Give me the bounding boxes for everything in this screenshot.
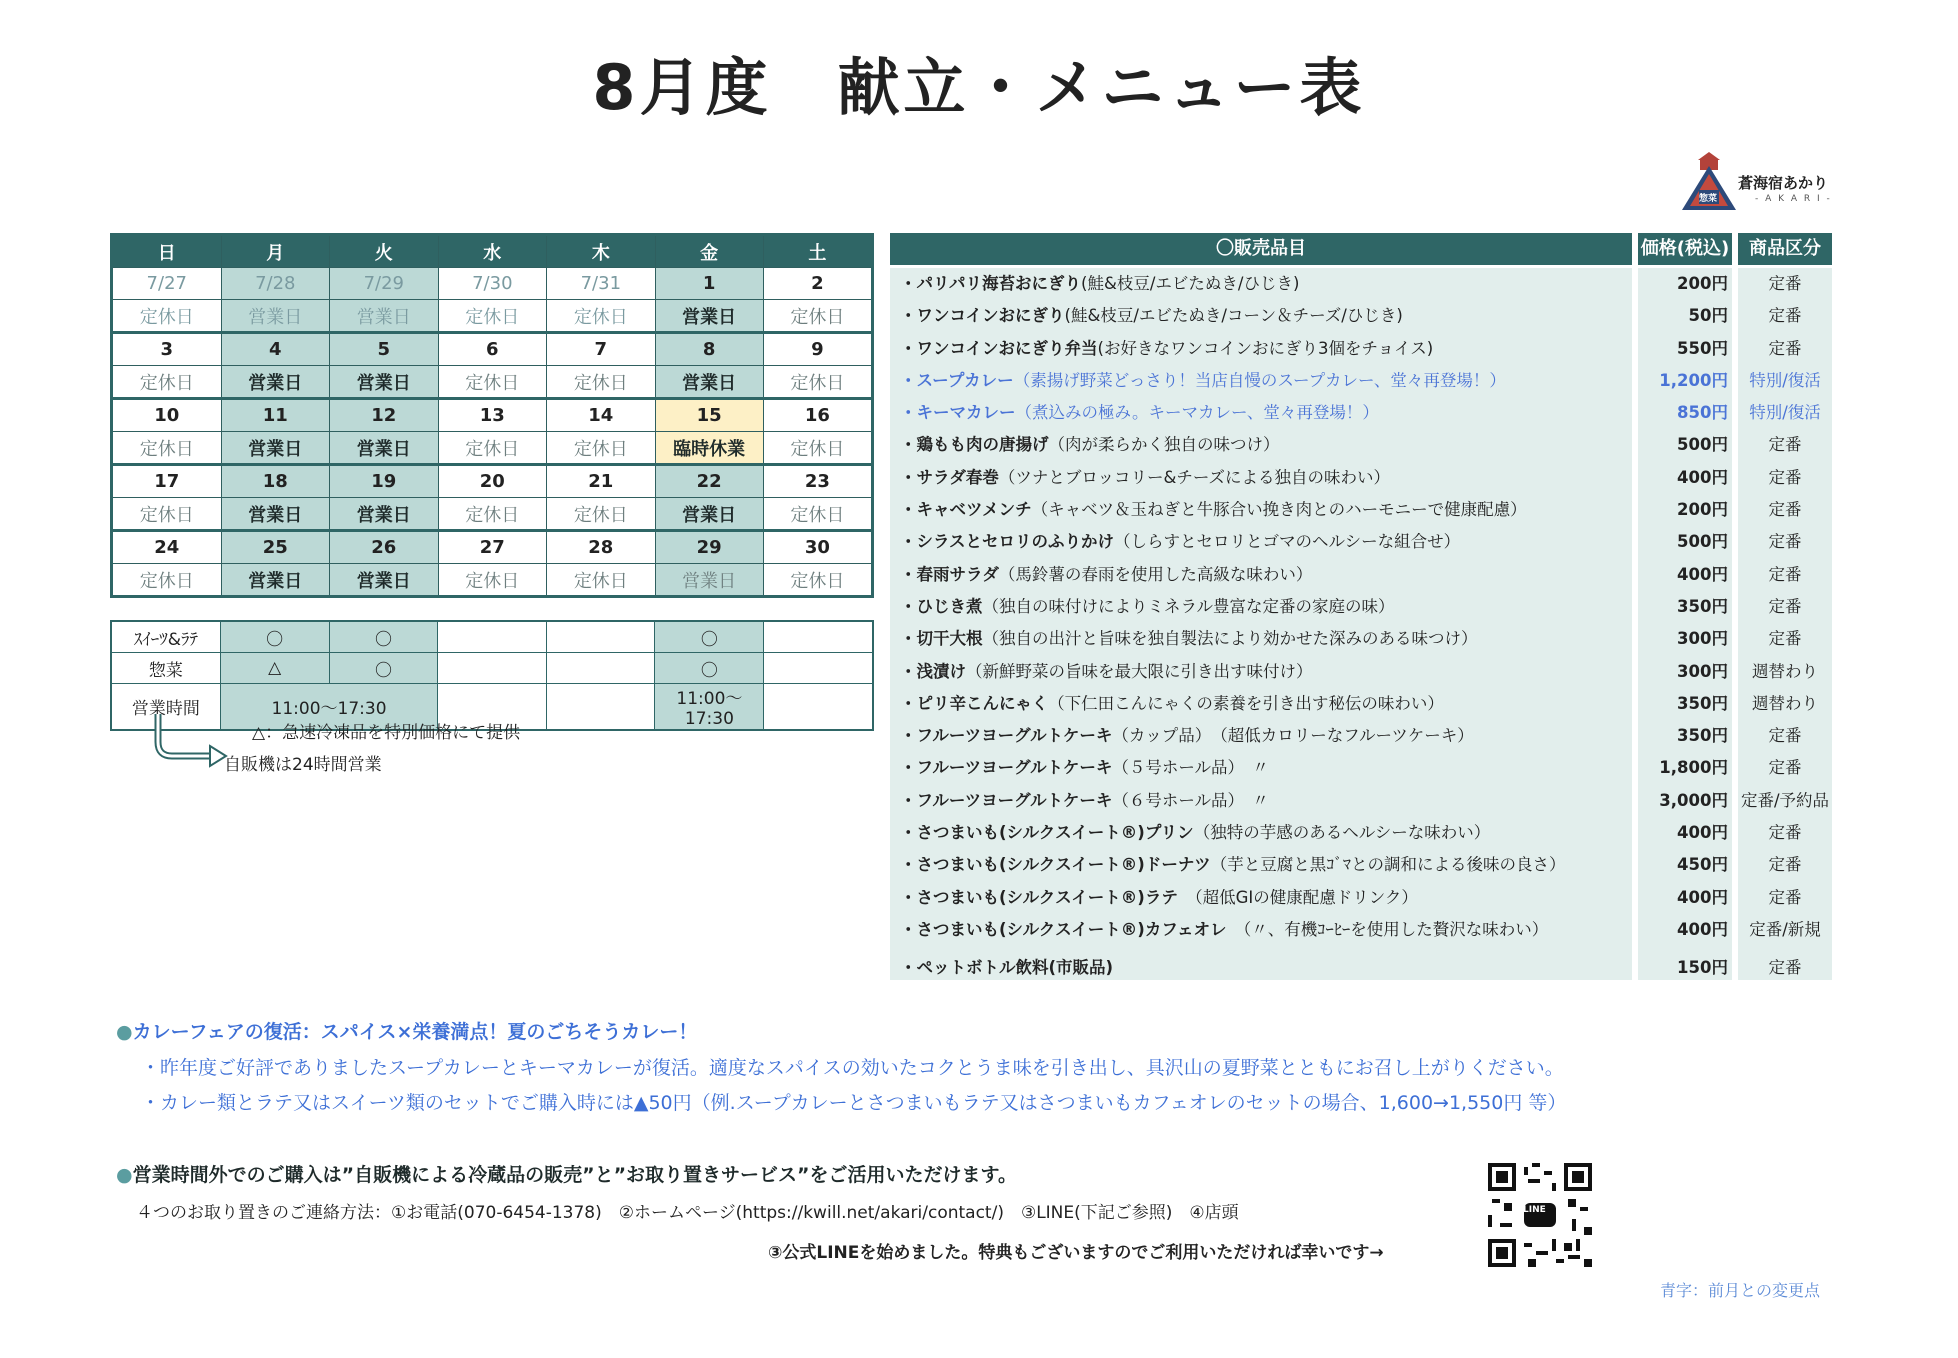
calendar-day-number: 3 bbox=[112, 333, 222, 366]
calendar-day-number: 9 bbox=[763, 333, 872, 366]
calendar-day-status: 営業日 bbox=[655, 366, 763, 399]
calendar-day-status: 営業日 bbox=[330, 564, 439, 597]
weekday-header: 日 bbox=[112, 235, 222, 268]
menu-item-price: 550円 bbox=[1677, 338, 1728, 358]
menu-item-category: 定番 bbox=[1768, 823, 1802, 843]
menu-item-name: ・さつまいも(シルクスイート®)ラテ bbox=[900, 887, 1178, 907]
calendar-day-status: 営業日 bbox=[655, 564, 763, 597]
calendar-day-status: 営業日 bbox=[330, 498, 439, 531]
menu-item-category: 定番 bbox=[1768, 629, 1802, 649]
calendar-day-status: 定休日 bbox=[112, 300, 222, 333]
calendar-day-status: 定休日 bbox=[112, 498, 222, 531]
menu-item bbox=[900, 365, 1506, 397]
menu-item bbox=[900, 914, 1548, 946]
calendar bbox=[110, 233, 874, 598]
menu-item bbox=[900, 688, 1444, 720]
menu-item-price: 50円 bbox=[1688, 306, 1728, 326]
weekday-header: 土 bbox=[763, 235, 872, 268]
qr-code-icon[interactable] bbox=[1488, 1163, 1592, 1267]
menu-item-category: 定番 bbox=[1768, 726, 1802, 746]
menu-row bbox=[900, 559, 1832, 591]
menu-item bbox=[900, 429, 1280, 461]
calendar-day-number: 1 bbox=[655, 268, 763, 300]
calendar-day-status: 臨時休業 bbox=[655, 432, 763, 465]
menu-item-desc: （独自の味付けによりミネラル豊富な定番の家庭の味） bbox=[982, 596, 1395, 616]
menu-row bbox=[900, 656, 1832, 688]
menu-row bbox=[900, 494, 1832, 526]
menu-row bbox=[900, 365, 1832, 397]
menu-item-desc: (鮭&枝豆/エビたぬき/コーン＆チーズ/ひじき) bbox=[1064, 306, 1403, 326]
menu-item-name: ・サラダ春巻 bbox=[900, 467, 999, 487]
calendar-day-status: 定休日 bbox=[112, 432, 222, 465]
menu-item-category: 定番 bbox=[1768, 467, 1802, 487]
menu-item-category: 特別/復活 bbox=[1749, 370, 1821, 390]
menu-item-name: ・シラスとセロリのふりかけ bbox=[900, 532, 1115, 552]
menu-item-price: 400円 bbox=[1677, 919, 1728, 939]
calendar-day-number: 16 bbox=[763, 399, 872, 432]
calendar-day-status: 定休日 bbox=[112, 366, 222, 399]
menu-item-price: 500円 bbox=[1677, 435, 1728, 455]
menu-item-category: 特別/復活 bbox=[1749, 403, 1821, 423]
line-note: ③公式LINEを始めました。特典もございますのでご利用いただければ幸いです→ bbox=[768, 1243, 1384, 1263]
calendar-day-number: 7/31 bbox=[547, 268, 656, 300]
calendar-day-number: 27 bbox=[438, 531, 547, 564]
menu-item-category: 週替わり bbox=[1752, 661, 1818, 681]
calendar-day-number: 22 bbox=[655, 465, 763, 498]
calendar-day-number: 10 bbox=[112, 399, 222, 432]
mark: 〇 bbox=[655, 653, 764, 684]
weekday-header: 金 bbox=[655, 235, 763, 268]
calendar-day-status: 定休日 bbox=[763, 366, 872, 399]
menu-item-price: 500円 bbox=[1677, 532, 1728, 552]
calendar-day-number: 13 bbox=[438, 399, 547, 432]
calendar-day-number: 29 bbox=[655, 531, 763, 564]
menu-item-price: 350円 bbox=[1677, 693, 1728, 713]
menu-item-price: 400円 bbox=[1677, 823, 1728, 843]
menu-item-name: ・さつまいも(シルクスイート®)ドーナツ bbox=[900, 855, 1211, 875]
calendar-day-number: 23 bbox=[763, 465, 872, 498]
menu-item-name: ・パリパリ海苔おにぎり bbox=[900, 274, 1082, 293]
menu-item-category: 定番 bbox=[1768, 500, 1802, 520]
menu-item-name: ・ワンコインおにぎり bbox=[900, 306, 1065, 326]
menu-item bbox=[900, 333, 1433, 365]
calendar-day-number: 7 bbox=[547, 333, 656, 366]
calendar-day-number: 5 bbox=[330, 333, 439, 366]
mark: △ bbox=[220, 653, 329, 684]
calendar-day-number: 18 bbox=[221, 465, 330, 498]
calendar-day-status: 定休日 bbox=[547, 300, 656, 333]
calendar-day-number: 15 bbox=[655, 399, 763, 432]
calendar-day-number: 7/28 bbox=[221, 268, 330, 300]
calendar-day-status: 定休日 bbox=[438, 498, 547, 531]
calendar-day-status: 営業日 bbox=[330, 432, 439, 465]
menu-item-category: 定番 bbox=[1768, 758, 1802, 778]
calendar-day-status: 定休日 bbox=[763, 498, 872, 531]
menu-item-name: ・ひじき煮 bbox=[900, 596, 983, 616]
menu-row bbox=[900, 429, 1832, 461]
menu-item bbox=[900, 397, 1379, 429]
menu-header-item: 〇販売品目 bbox=[890, 233, 1632, 265]
outside-hours-title: ●営業時間外でのご購入は”自販機による冷蔵品の販売”と”お取り置きサービス”をご活用いただけます。 bbox=[116, 1164, 1018, 1186]
menu-row bbox=[900, 462, 1832, 494]
menu-item bbox=[900, 656, 1313, 688]
menu-row bbox=[900, 882, 1832, 914]
calendar-day-number: 21 bbox=[547, 465, 656, 498]
menu-item-category: 週替わり bbox=[1752, 693, 1818, 713]
calendar-day-number: 7/27 bbox=[112, 268, 222, 300]
menu-item-desc: （６号ホール品） 〃 bbox=[1112, 790, 1269, 810]
menu-item-desc: （超低GIの健康配慮ドリンク） bbox=[1177, 887, 1418, 907]
calendar-day-status: 定休日 bbox=[438, 300, 547, 333]
menu-item-category: 定番 bbox=[1768, 532, 1802, 552]
calendar-day-number: 14 bbox=[547, 399, 656, 432]
menu-item-category: 定番 bbox=[1768, 274, 1802, 293]
menu-item-price: 1,200円 bbox=[1659, 370, 1728, 390]
menu-row bbox=[900, 300, 1832, 332]
menu-item-category: 定番 bbox=[1768, 958, 1802, 978]
logo-sub: - A K A R I - bbox=[1755, 194, 1832, 204]
menu-item-name: ・さつまいも(シルクスイート®)プリン bbox=[900, 823, 1194, 843]
menu-item-name: ・切干大根 bbox=[900, 629, 983, 649]
calendar-day-number: 6 bbox=[438, 333, 547, 366]
mark: 〇 bbox=[329, 653, 438, 684]
menu-item-name: ・ワンコインおにぎり弁当 bbox=[900, 338, 1098, 358]
menu-item-desc: （新鮮野菜の旨味を最大限に引き出す味付け） bbox=[966, 661, 1313, 681]
menu-item-price: 1,800円 bbox=[1659, 758, 1728, 778]
calendar-day-number: 11 bbox=[221, 399, 330, 432]
menu-item-category: 定番/予約品 bbox=[1740, 790, 1830, 810]
weekday-header: 月 bbox=[221, 235, 330, 268]
menu-item-price: 300円 bbox=[1677, 661, 1728, 681]
menu-item-name: ・さつまいも(シルクスイート®)カフェオレ bbox=[900, 919, 1227, 939]
menu-item bbox=[900, 882, 1418, 914]
calendar-day-number: 19 bbox=[330, 465, 439, 498]
calendar-day-status: 営業日 bbox=[221, 564, 330, 597]
menu-item bbox=[900, 462, 1390, 494]
calendar-day-number: 26 bbox=[330, 531, 439, 564]
contact-methods: ４つのお取り置きのご連絡方法：①お電話(070-6454-1378) ②ホームページ(https://kwill.net/akari/contact/) ③LINE(下記ご参照) ④店頭 bbox=[136, 1203, 1239, 1223]
menu-item bbox=[900, 817, 1490, 849]
weekday-header: 水 bbox=[438, 235, 547, 268]
calendar-day-number: 7/29 bbox=[330, 268, 439, 300]
bullet: ● bbox=[116, 1021, 133, 1043]
menu-row bbox=[900, 946, 1832, 984]
menu-item-category: 定番 bbox=[1768, 855, 1802, 875]
menu-item bbox=[900, 300, 1403, 332]
hours-label: 営業時間 bbox=[111, 684, 220, 731]
menu-item-category: 定番 bbox=[1768, 435, 1802, 455]
curry-title: ●カレーフェアの復活：スパイス×栄養満点！夏のごちそうカレー！ bbox=[116, 1021, 698, 1043]
menu-item-name: ・ピリ辛こんにゃく bbox=[900, 693, 1049, 713]
menu-item-name: ・ペットボトル飲料(市販品) bbox=[900, 958, 1114, 978]
menu-item bbox=[900, 623, 1478, 655]
menu-item-desc: （独特の芋感のあるヘルシーな味わい） bbox=[1193, 823, 1491, 843]
hours-fri: 11:00～17:30 bbox=[655, 684, 764, 731]
menu-item-price: 150円 bbox=[1677, 958, 1728, 978]
menu-row bbox=[900, 914, 1832, 946]
menu-item-category: 定番 bbox=[1768, 338, 1802, 358]
logo-icon bbox=[1680, 148, 1738, 214]
menu-item-desc: （カップ品） （超低カロリーなフルーツケーキ） bbox=[1112, 726, 1474, 746]
calendar-day-number: 2 bbox=[763, 268, 872, 300]
menu-row bbox=[900, 397, 1832, 429]
menu-item-price: 200円 bbox=[1677, 274, 1728, 293]
vending-note: 自販機は24時間営業 bbox=[224, 755, 382, 775]
menu-item bbox=[900, 720, 1474, 752]
menu-item-desc: (鮭&枝豆/エビたぬき/ひじき) bbox=[1081, 274, 1300, 293]
menu-item-desc: (お好きなワンコインおにぎり3個をチョイス) bbox=[1097, 338, 1434, 358]
calendar-day-number: 24 bbox=[112, 531, 222, 564]
calendar-day-status: 営業日 bbox=[330, 300, 439, 333]
menu-header-category: 商品区分 bbox=[1738, 233, 1832, 265]
calendar-day-number: 25 bbox=[221, 531, 330, 564]
bullet: ● bbox=[116, 1164, 133, 1186]
calendar-day-status: 定休日 bbox=[438, 432, 547, 465]
calendar-day-status: 営業日 bbox=[221, 300, 330, 333]
calendar-day-status: 定休日 bbox=[547, 498, 656, 531]
menu-row bbox=[900, 720, 1832, 752]
menu-item bbox=[900, 752, 1269, 784]
menu-item-desc: （〃、有機ｺｰﾋｰを使用した贅沢な味わい） bbox=[1226, 919, 1549, 939]
calendar-day-status: 定休日 bbox=[547, 564, 656, 597]
calendar-day-status: 営業日 bbox=[655, 300, 763, 333]
menu-item-price: 350円 bbox=[1677, 726, 1728, 746]
menu-item bbox=[900, 591, 1395, 623]
menu-item-category: 定番 bbox=[1768, 887, 1802, 907]
menu-row bbox=[900, 752, 1832, 784]
menu-row bbox=[900, 849, 1832, 881]
menu-item-category: 定番 bbox=[1768, 306, 1802, 326]
menu-item-desc: （キャベツ＆玉ねぎと牛豚合い挽き肉とのハーモニーで健康配慮） bbox=[1031, 500, 1527, 520]
weekday-header: 木 bbox=[547, 235, 656, 268]
calendar-day-number: 28 bbox=[547, 531, 656, 564]
menu-item-name: ・フルーツヨーグルトケーキ bbox=[900, 790, 1113, 810]
sozai-label: 惣菜 bbox=[111, 653, 220, 684]
menu-item-price: 350円 bbox=[1677, 596, 1728, 616]
menu-item-desc: （素揚げ野菜どっさり！当店自慢のスープカレー、堂々再登場！） bbox=[1013, 370, 1506, 390]
calendar-day-status: 営業日 bbox=[221, 366, 330, 399]
calendar-day-status: 定休日 bbox=[763, 564, 872, 597]
calendar-day-number: 4 bbox=[221, 333, 330, 366]
menu-item-desc: （独自の出汁と旨味を独自製法により効かせた深みのある味つけ） bbox=[982, 629, 1478, 649]
menu-item bbox=[900, 946, 1113, 990]
mark: 〇 bbox=[220, 621, 329, 653]
menu-item bbox=[900, 526, 1460, 558]
menu-item bbox=[900, 785, 1269, 817]
page-title: 8月度 献立・メニュー表 bbox=[592, 51, 1366, 124]
menu-item-price: 400円 bbox=[1677, 887, 1728, 907]
hours-mon-tue: 11:00～17:30 bbox=[220, 684, 438, 731]
calendar-day-number: 30 bbox=[763, 531, 872, 564]
curry-line-2: ・カレー類とラテ又はスイーツ類のセットでご購入時には▲50円（例.スープカレーとさつまいもラテ又はさつまいもカフェオレのセットの場合、1,600→1,550円 等） bbox=[141, 1092, 1567, 1114]
menu-item-desc: （芋と豆腐と黒ｺﾞﾏとの調和による後味の良さ） bbox=[1210, 855, 1566, 875]
menu-item-price: 400円 bbox=[1677, 467, 1728, 487]
menu-item-price: 3,000円 bbox=[1659, 790, 1728, 810]
calendar-day-number: 7/30 bbox=[438, 268, 547, 300]
calendar-day-status: 定休日 bbox=[547, 432, 656, 465]
mark: 〇 bbox=[655, 621, 764, 653]
menu-row bbox=[900, 268, 1832, 300]
calendar-day-status: 定休日 bbox=[763, 432, 872, 465]
calendar-day-status: 定休日 bbox=[763, 300, 872, 333]
menu-item bbox=[900, 849, 1565, 881]
menu-item-desc: （しらすとセロリとゴマのヘルシーな組合せ） bbox=[1114, 532, 1461, 552]
menu-item bbox=[900, 494, 1527, 526]
mark: 〇 bbox=[329, 621, 438, 653]
legend-note: 青字：前月との変更点 bbox=[1660, 1281, 1821, 1300]
calendar-day-status: 営業日 bbox=[655, 498, 763, 531]
qr-line-label: LINE bbox=[1523, 1205, 1546, 1215]
sweets-label: ｽｲｰﾂ&ﾗﾃ bbox=[111, 621, 220, 653]
menu-item-category: 定番 bbox=[1768, 596, 1802, 616]
menu-row bbox=[900, 623, 1832, 655]
menu-row bbox=[900, 333, 1832, 365]
curry-line-1: ・昨年度ご好評でありましたスープカレーとキーマカレーが復活。適度なスパイスの効いたコクとうま味を引き出し、具沢山の夏野菜とともにお召し上がりください。 bbox=[141, 1057, 1564, 1079]
menu-item-name: ・キーマカレー bbox=[900, 403, 1016, 423]
menu-list bbox=[900, 268, 1832, 984]
menu-row bbox=[900, 785, 1832, 817]
calendar-day-number: 17 bbox=[112, 465, 222, 498]
menu-item-name: ・キャベツメンチ bbox=[900, 500, 1032, 520]
triangle-note: △：急速冷凍品を特別価格にて提供 bbox=[252, 723, 521, 743]
weekday-header: 火 bbox=[330, 235, 439, 268]
arrow-icon bbox=[150, 712, 230, 770]
menu-row bbox=[900, 817, 1832, 849]
menu-item-desc: （ツナとブロッコリー&チーズによる独自の味わい） bbox=[998, 467, 1391, 487]
menu-item bbox=[900, 559, 1312, 591]
calendar-day-status: 定休日 bbox=[547, 366, 656, 399]
menu-item-desc: （５号ホール品） 〃 bbox=[1112, 758, 1269, 778]
calendar-day-status: 営業日 bbox=[221, 432, 330, 465]
menu-item-price: 850円 bbox=[1677, 403, 1728, 423]
menu-item-name: ・鶏もも肉の唐揚げ bbox=[900, 435, 1049, 455]
menu-item-category: 定番 bbox=[1768, 564, 1802, 584]
menu-item-price: 450円 bbox=[1677, 855, 1728, 875]
menu-item-price: 300円 bbox=[1677, 629, 1728, 649]
calendar-day-status: 定休日 bbox=[438, 564, 547, 597]
calendar-day-number: 20 bbox=[438, 465, 547, 498]
calendar-day-number: 12 bbox=[330, 399, 439, 432]
menu-item-name: ・スープカレー bbox=[900, 370, 1014, 390]
menu-item-price: 200円 bbox=[1677, 500, 1728, 520]
menu-item-desc: （煮込みの極み。キーマカレー、堂々再登場！） bbox=[1015, 403, 1379, 423]
menu-item-name: ・春雨サラダ bbox=[900, 564, 999, 584]
menu-item-desc: （馬鈴薯の春雨を使用した高級な味わい） bbox=[998, 564, 1313, 584]
calendar-day-status: 営業日 bbox=[330, 366, 439, 399]
menu-item-name: ・浅漬け bbox=[900, 661, 966, 681]
menu-item-name: ・フルーツヨーグルトケーキ bbox=[900, 758, 1113, 778]
calendar-day-status: 定休日 bbox=[112, 564, 222, 597]
calendar-day-status: 定休日 bbox=[438, 366, 547, 399]
menu-item-desc: （下仁田こんにゃくの素養を引き出す秘伝の味わい） bbox=[1048, 693, 1444, 713]
menu-item-name: ・フルーツヨーグルトケーキ bbox=[900, 726, 1113, 746]
logo-badge: 惣菜 bbox=[1699, 194, 1718, 204]
menu-header-price: 価格(税込) bbox=[1638, 233, 1732, 265]
calendar-day-number: 8 bbox=[655, 333, 763, 366]
menu-row bbox=[900, 688, 1832, 720]
menu-item-desc: （肉が柔らかく独自の味つけ） bbox=[1048, 435, 1280, 455]
menu-row bbox=[900, 591, 1832, 623]
menu-item-category: 定番/新規 bbox=[1749, 919, 1821, 939]
logo-name: 蒼海宿あかり bbox=[1738, 174, 1829, 192]
menu-row bbox=[900, 526, 1832, 558]
calendar-day-status: 営業日 bbox=[221, 498, 330, 531]
menu-item-price: 400円 bbox=[1677, 564, 1728, 584]
menu-item bbox=[900, 268, 1299, 300]
